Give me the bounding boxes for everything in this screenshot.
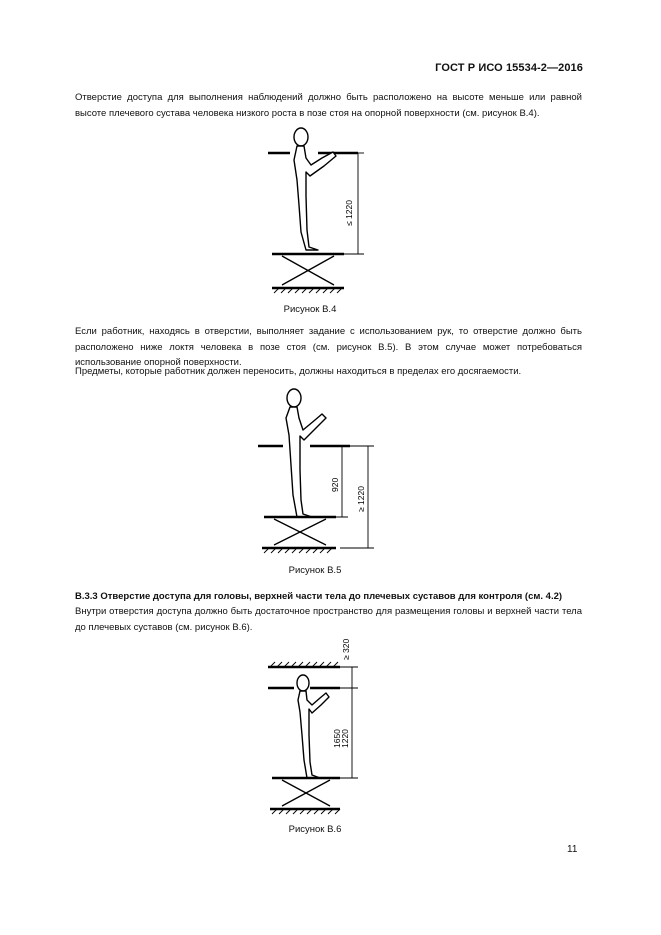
dim-label-inner: 920 — [330, 477, 340, 492]
lift-platform-b6 — [270, 778, 340, 814]
caption-b5: Рисунок В.5 — [288, 565, 342, 576]
dim-label-b4: ≤ 1220 — [344, 200, 354, 226]
paragraph-hand-task: Если работник, находясь в отверстии, выполняет задание с использованием рук, то отверстие должно быть расположено ниже локтя человека в позе стоя (см. рисунок В.5). В этом случае может потребоваться использование опорной поверхности. — [75, 326, 582, 368]
dim-label-top: ≥ 320 — [341, 638, 351, 660]
document-header: ГОСТ Р ИСО 15534-2—2016 — [435, 62, 583, 74]
paragraph-text: Отверстие доступа для выполнения наблюдений должно быть расположено на высоте меньше или равной высоте плечевого сустава человека низкого роста в позе стоя на опорной поверхности (см. рисунок В.4). — [75, 92, 582, 119]
dim-label-outer: ≥ 1220 — [356, 486, 366, 512]
caption-b4: Рисунок В.4 — [283, 304, 337, 315]
dim-label-a: 1650 — [332, 729, 342, 748]
standing-person-figure — [297, 675, 329, 778]
paragraph-head-space: Внутри отверстия доступа должно быть достаточное пространство для размещения головы и верхней части тела до плечевых суставов (см. рисунок В.6). — [75, 606, 582, 633]
dim-label-b: 1220 — [340, 729, 350, 748]
ceiling-hatch — [268, 662, 340, 667]
section-heading-b33: В.3.3 Отверстие доступа для головы, верхней части тела до плечевых суставов для контроля (см. 4.2) — [75, 591, 563, 602]
page-number: 11 — [567, 844, 578, 855]
paragraph-items-reach: Предметы, которые работник должен переносить, должны находиться в пределах его досягаемости. — [75, 366, 522, 377]
caption-b6: Рисунок В.6 — [288, 824, 342, 835]
